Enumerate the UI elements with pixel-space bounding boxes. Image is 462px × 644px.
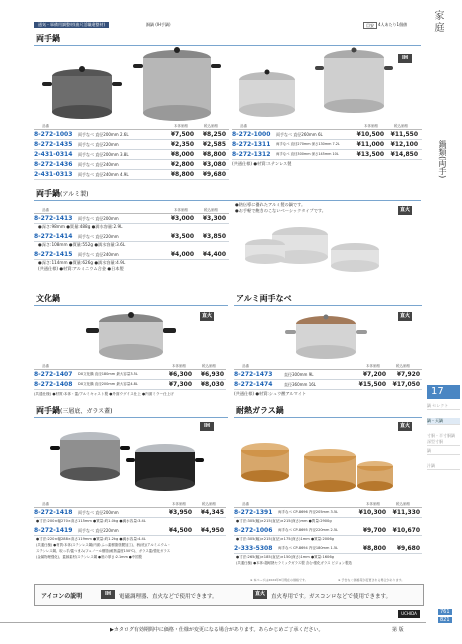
product-desc: 両手なべ 直径260mm 6L (276, 132, 323, 137)
table-header-price: 本体価格 (364, 124, 378, 128)
section-title-3 (34, 293, 228, 306)
spec-note-common: ステンレス鋼、取っ手/蓋つまみ/フェノール樹脂(耐熱温度150℃)、ガラス蓋/強化ガラス (36, 549, 171, 553)
table-header-price: 本体価格 (172, 502, 186, 506)
product-code: 8-272-1436 (34, 161, 73, 168)
price-tax: ¥3,300 (202, 215, 226, 222)
spec-note-common: (金属物理強化)、蓋縁素材/ステンレス鋼 ●底の厚さ:2.1mm ●中国製 (36, 555, 142, 559)
footer-page: 第 版 (392, 627, 404, 633)
product-code: 8-272-1418 (34, 509, 73, 516)
table-row[interactable] (234, 526, 422, 536)
price-tax: ¥9,680 (396, 545, 420, 552)
side-item-3[interactable]: 寸胴・半寸胴鍋 深型寸胴 (427, 433, 460, 446)
table-row[interactable] (34, 170, 229, 180)
table-row[interactable] (34, 150, 229, 160)
header-tag-right-label: 目安 (363, 22, 377, 29)
feature-line-1: ●熱伝導に優れたアルミ製の鍋です。 (235, 202, 306, 207)
table-header-code: 品番 (242, 364, 249, 368)
side-item-4[interactable]: 鍋 (427, 448, 460, 455)
table-row[interactable] (34, 370, 226, 380)
table-header-price: 本体価格 (366, 502, 380, 506)
table-header-tax: 税込価格 (204, 208, 218, 212)
side-page-ref-1-text: 761 (440, 609, 450, 615)
table-row[interactable] (34, 508, 226, 518)
spec-note-common: (共通仕様) ●本体:超耐熱セラミックガラス製 含む:強化ガラス ビジョン製造 (236, 561, 352, 565)
product-code: 8-272-1000 (232, 131, 271, 138)
spec-note: ●深さ:114mm ●質量:626g ●満水容量:4.9L (38, 260, 126, 265)
spec-note: (共通仕様) ●材質:本体・蓋/アルミキャスト製 ●外面ウグイス仕上 ●内面ミラー仕上げ (34, 392, 174, 396)
side-category: 家庭 (432, 10, 443, 34)
price: ¥3,500 (170, 233, 194, 240)
price-tax: ¥8,250 (202, 131, 226, 138)
price-tax: ¥11,330 (392, 509, 420, 516)
brand-logo (398, 610, 420, 618)
side-subcategory: 鍋類(両手) (438, 140, 447, 179)
product-code: 8-272-1408 (34, 381, 73, 388)
product-desc: 両手なべ 直径270mm 深さ130mm 7.2L (276, 142, 340, 146)
pot-image-4 (315, 40, 393, 120)
product-desc: 両手なべ CP-8695 内径220mm 2.5L (278, 528, 339, 532)
table-3 (34, 364, 226, 398)
price: ¥11,000 (356, 141, 384, 148)
pot-image-bunka (86, 308, 176, 368)
spec-note: ●寸法:305(幅)×215(直径)×215(深さ)mm ●質量:2900g (236, 519, 332, 523)
price: ¥3,950 (168, 509, 192, 516)
header-strip (30, 20, 410, 30)
legend-direct-badge: 直火 (254, 591, 265, 597)
table-row[interactable] (234, 380, 422, 390)
ih-badge-5: IH (200, 422, 214, 431)
price: ¥10,300 (358, 509, 386, 516)
side-item-2[interactable]: 鍋・天鍋 (427, 418, 460, 425)
pot-image-alu (240, 205, 390, 275)
footer-bar (0, 622, 426, 635)
spec-note: ●深さ:108mm ●質量:552g ●満水容量:3.6L (38, 242, 126, 247)
price: ¥8,000 (170, 151, 194, 158)
table-row[interactable] (234, 370, 422, 380)
section-title-6 (234, 405, 422, 418)
product-desc: 両手なべ 直径220mm (78, 142, 119, 147)
price-tax: ¥8,800 (202, 151, 226, 158)
spec-note: ●深さ:98mm ●質量:488g ●満水容量:2.9L (38, 224, 123, 229)
spec-note: ●寸法:305(幅)×215(直径)×175(深さ)1mm ●質量:2006g (236, 537, 334, 541)
price-tax: ¥2,585 (202, 141, 226, 148)
table-header-code: 品番 (42, 502, 49, 506)
side-item-5[interactable]: 汁鍋 (427, 463, 460, 470)
price: ¥7,300 (168, 381, 192, 388)
side-page-ref-2 (438, 617, 452, 623)
price: ¥8,800 (362, 545, 386, 552)
spec-note: ●寸法:220×幅288×高さ119mm ●質量:約1.2kg ●満水容量:4.4L (36, 537, 146, 541)
product-desc: 両手なべ 直径240mm (78, 162, 119, 167)
price: ¥2,350 (170, 141, 194, 148)
legend-title: アイコンの説明 (41, 593, 83, 600)
side-page-ref-1 (438, 609, 452, 615)
legend-ih-badge: IH (101, 590, 115, 599)
table-header-tax: 税込価格 (202, 364, 216, 368)
side-page-tab[interactable]: 17 (427, 385, 460, 399)
icon-legend (34, 584, 424, 606)
product-desc: 両手なべ CP-8696 内径205mm 3.5L (278, 510, 339, 514)
product-code: 8-272-1414 (34, 233, 73, 240)
header-tag-left: 通気・軍備用調整材(曲尺活職違整材) (34, 22, 109, 28)
table-row[interactable] (34, 140, 229, 150)
price-tax: ¥11,550 (390, 131, 418, 138)
section-title-6-text: 耐熱ガラス鍋 (236, 406, 284, 415)
table-header-tax: 税込価格 (396, 364, 410, 368)
table-6 (234, 502, 422, 587)
spec-note: ●寸法:200×幅270×高さ115mm ●質量:約1.0kg ●満水容量:3.4L (36, 519, 146, 523)
product-desc: DX文化鍋 直径200mm 最大容量4.8L (78, 382, 138, 386)
product-code: 8-272-1407 (34, 371, 73, 378)
price-tax: ¥4,950 (200, 527, 224, 534)
table-header-code: 品番 (240, 124, 247, 128)
product-desc: 両手なべ 直径240mm 4.9L (78, 172, 129, 177)
price: ¥6,300 (168, 371, 192, 378)
product-desc: DX文化鍋 直径180mm 最大容量3.5L (78, 372, 138, 376)
product-code: 8-272-1311 (232, 141, 271, 148)
price: ¥7,500 (170, 131, 194, 138)
table-header-tax: 税込価格 (202, 502, 216, 506)
section-title-5-sub: (三層底、ガラス蓋) (60, 408, 113, 415)
table-4 (234, 364, 422, 398)
spec-note: (共通仕様) ●材質:シュウ酸アルマイト (234, 391, 307, 396)
price-tax: ¥7,920 (396, 371, 420, 378)
pot-image-3 (230, 64, 305, 122)
table-row[interactable] (34, 130, 229, 140)
price-tax: ¥6,930 (200, 371, 224, 378)
side-item-1[interactable]: 鍋 セレクト (427, 403, 460, 410)
product-desc: 直径300mm 9L (284, 372, 314, 377)
spec-note-common: (共通仕様) ●材質:アルミニウム合金 ●日本製 (38, 266, 124, 271)
price-tax: ¥3,080 (202, 161, 226, 168)
brand-logo-text: UCHIDA (401, 611, 417, 616)
product-desc: 両手なべ 直径240mm (78, 252, 119, 257)
section-title-3-text: 文化鍋 (36, 294, 60, 303)
direct-fire-badge-4: 直火 (399, 313, 410, 319)
direct-fire-badge-3: 直火 (201, 313, 212, 319)
table-row[interactable] (232, 130, 422, 140)
section-title-4 (234, 293, 422, 306)
product-code: 2-431-0313 (34, 171, 73, 178)
product-code: 2-431-0314 (34, 151, 73, 158)
product-desc: 両手なべ 直径220mm (78, 528, 119, 533)
table-row[interactable] (34, 250, 229, 260)
price-tax: ¥10,670 (392, 527, 420, 534)
price: ¥4,000 (170, 251, 194, 258)
spec-note: (共通仕様) ●材質:ステンレス製 (232, 161, 292, 166)
product-code: 8-272-1419 (34, 527, 73, 534)
side-page-ref-2-text: 821 (440, 617, 450, 623)
product-code: 8-272-1415 (34, 251, 73, 258)
table-header-price: 本体価格 (366, 364, 380, 368)
table-row[interactable] (34, 160, 229, 170)
table-row[interactable] (34, 380, 226, 390)
product-code: 8-272-1435 (34, 141, 73, 148)
product-code: 8-272-1312 (232, 151, 271, 158)
table-1-left (34, 124, 229, 184)
product-code: 8-272-1003 (34, 131, 73, 138)
product-desc: 両手なべ 直径300mm 深さ145mm 10L (276, 152, 339, 156)
price-tax: ¥8,030 (200, 381, 224, 388)
price-tax: ¥3,850 (202, 233, 226, 240)
price: ¥3,000 (170, 215, 194, 222)
legend-direct-text: 直火専用です。ガスコンロなどで使用できます。 (271, 594, 392, 600)
price-tax: ¥12,100 (390, 141, 418, 148)
table-header-price: 本体価格 (174, 124, 188, 128)
price: ¥7,200 (362, 371, 386, 378)
product-desc: 両手なべ CP-8694 内径180mm 1.5L (278, 546, 339, 550)
price: ¥9,700 (362, 527, 386, 534)
section-title-1-text: 両手鍋 (36, 34, 60, 43)
table-header-price: 本体価格 (172, 364, 186, 368)
section-title-2-text: 両手鍋 (36, 189, 60, 198)
product-code: 8-272-1391 (234, 509, 273, 516)
pot-image-1 (40, 58, 125, 123)
price: ¥8,800 (170, 171, 194, 178)
pot-image-alu-large (285, 310, 367, 365)
table-row[interactable] (34, 526, 226, 536)
table-row[interactable] (234, 544, 422, 554)
product-desc: 両手なべ 直径200mm (78, 510, 119, 515)
table-header-tax: 税込価格 (204, 124, 218, 128)
product-desc: 両手なべ 直径200mm (78, 216, 119, 221)
section-title-2-sub: (アルミ製) (60, 191, 89, 198)
table-row[interactable] (232, 150, 422, 160)
feature-line-2: ●お手軽で飽きのこないベーシックタイプです。 (235, 208, 326, 213)
table-row[interactable] (234, 508, 422, 518)
ih-badge-1: IH (398, 54, 412, 63)
table-row[interactable] (34, 232, 229, 242)
header-tag-right-value: 4人あたり1個値 (378, 22, 408, 27)
product-desc: 両手なべ 直径220mm (78, 234, 119, 239)
footnote-right-1: ※ 本ページは2024年8月現在の価格です。 (250, 578, 308, 582)
product-desc: 両手なべ 直径200mm 2.6L (78, 132, 129, 137)
price: ¥13,500 (356, 151, 384, 158)
footer-text: ▶カタログ有効期間中に価格・仕様が変更になる場合があります。あらかじめご了承ください。 (110, 627, 324, 633)
direct-fire-badge-6: 直火 (399, 423, 410, 429)
table-header-code: 品番 (42, 124, 49, 128)
price-tax: ¥9,680 (202, 171, 226, 178)
table-header-price: 本体価格 (174, 208, 188, 212)
product-code: 2-333-5308 (234, 545, 273, 552)
pot-image-2 (132, 38, 222, 126)
legend-ih-text: 電磁調理器、直火などで使用できます。 (119, 594, 218, 600)
footnote-right-2: ※ 予告なく価格等が変更される場合があります。 (338, 578, 405, 582)
product-code: 8-272-1413 (34, 215, 73, 222)
pot-image-glass (235, 430, 395, 502)
price-tax: ¥4,345 (200, 509, 224, 516)
price: ¥4,500 (168, 527, 192, 534)
direct-fire-badge-2: 直火 (399, 207, 410, 213)
table-header-code: 品番 (42, 364, 49, 368)
price: ¥15,500 (358, 381, 386, 388)
price: ¥10,500 (356, 131, 384, 138)
table-row[interactable] (34, 214, 229, 224)
table-header-tax: 税込価格 (396, 502, 410, 506)
spec-note: ●寸法:265(幅)×185(直径)×150(深さ)1mm ●質量:1606g (236, 555, 334, 559)
header-tag-mid: 銅鍋 (IH手鍋) (146, 22, 171, 27)
section-title-4-text: アルミ両手なべ (236, 294, 292, 303)
product-code: 8-272-1474 (234, 381, 273, 388)
spec-note-common: (共通仕様) ●材質:本体/ステンレス鋼(内面:ふっ素樹脂塗膜加工)、柄(底)/アルミニウム・ (36, 543, 171, 547)
table-row[interactable] (232, 140, 422, 150)
product-desc: 両手なべ 直径200mm 3.8L (78, 152, 129, 157)
table-header-code: 品番 (42, 208, 49, 212)
price-tax: ¥4,400 (202, 251, 226, 258)
section-title-2 (34, 188, 421, 201)
section-title-5 (34, 405, 228, 418)
price-tax: ¥14,850 (390, 151, 418, 158)
table-header-code: 品番 (242, 502, 249, 506)
price-tax: ¥17,050 (392, 381, 420, 388)
table-1-right (232, 124, 422, 169)
section-title-5-text: 両手鍋 (36, 406, 60, 415)
product-code: 8-272-1473 (234, 371, 273, 378)
pot-image-glass-lid (50, 422, 210, 497)
product-desc: 直径360mm 16L (284, 382, 317, 387)
table-header-tax: 税込価格 (394, 124, 408, 128)
price: ¥2,800 (170, 161, 194, 168)
table-5 (34, 502, 226, 587)
product-code: 8-272-1006 (234, 527, 273, 534)
